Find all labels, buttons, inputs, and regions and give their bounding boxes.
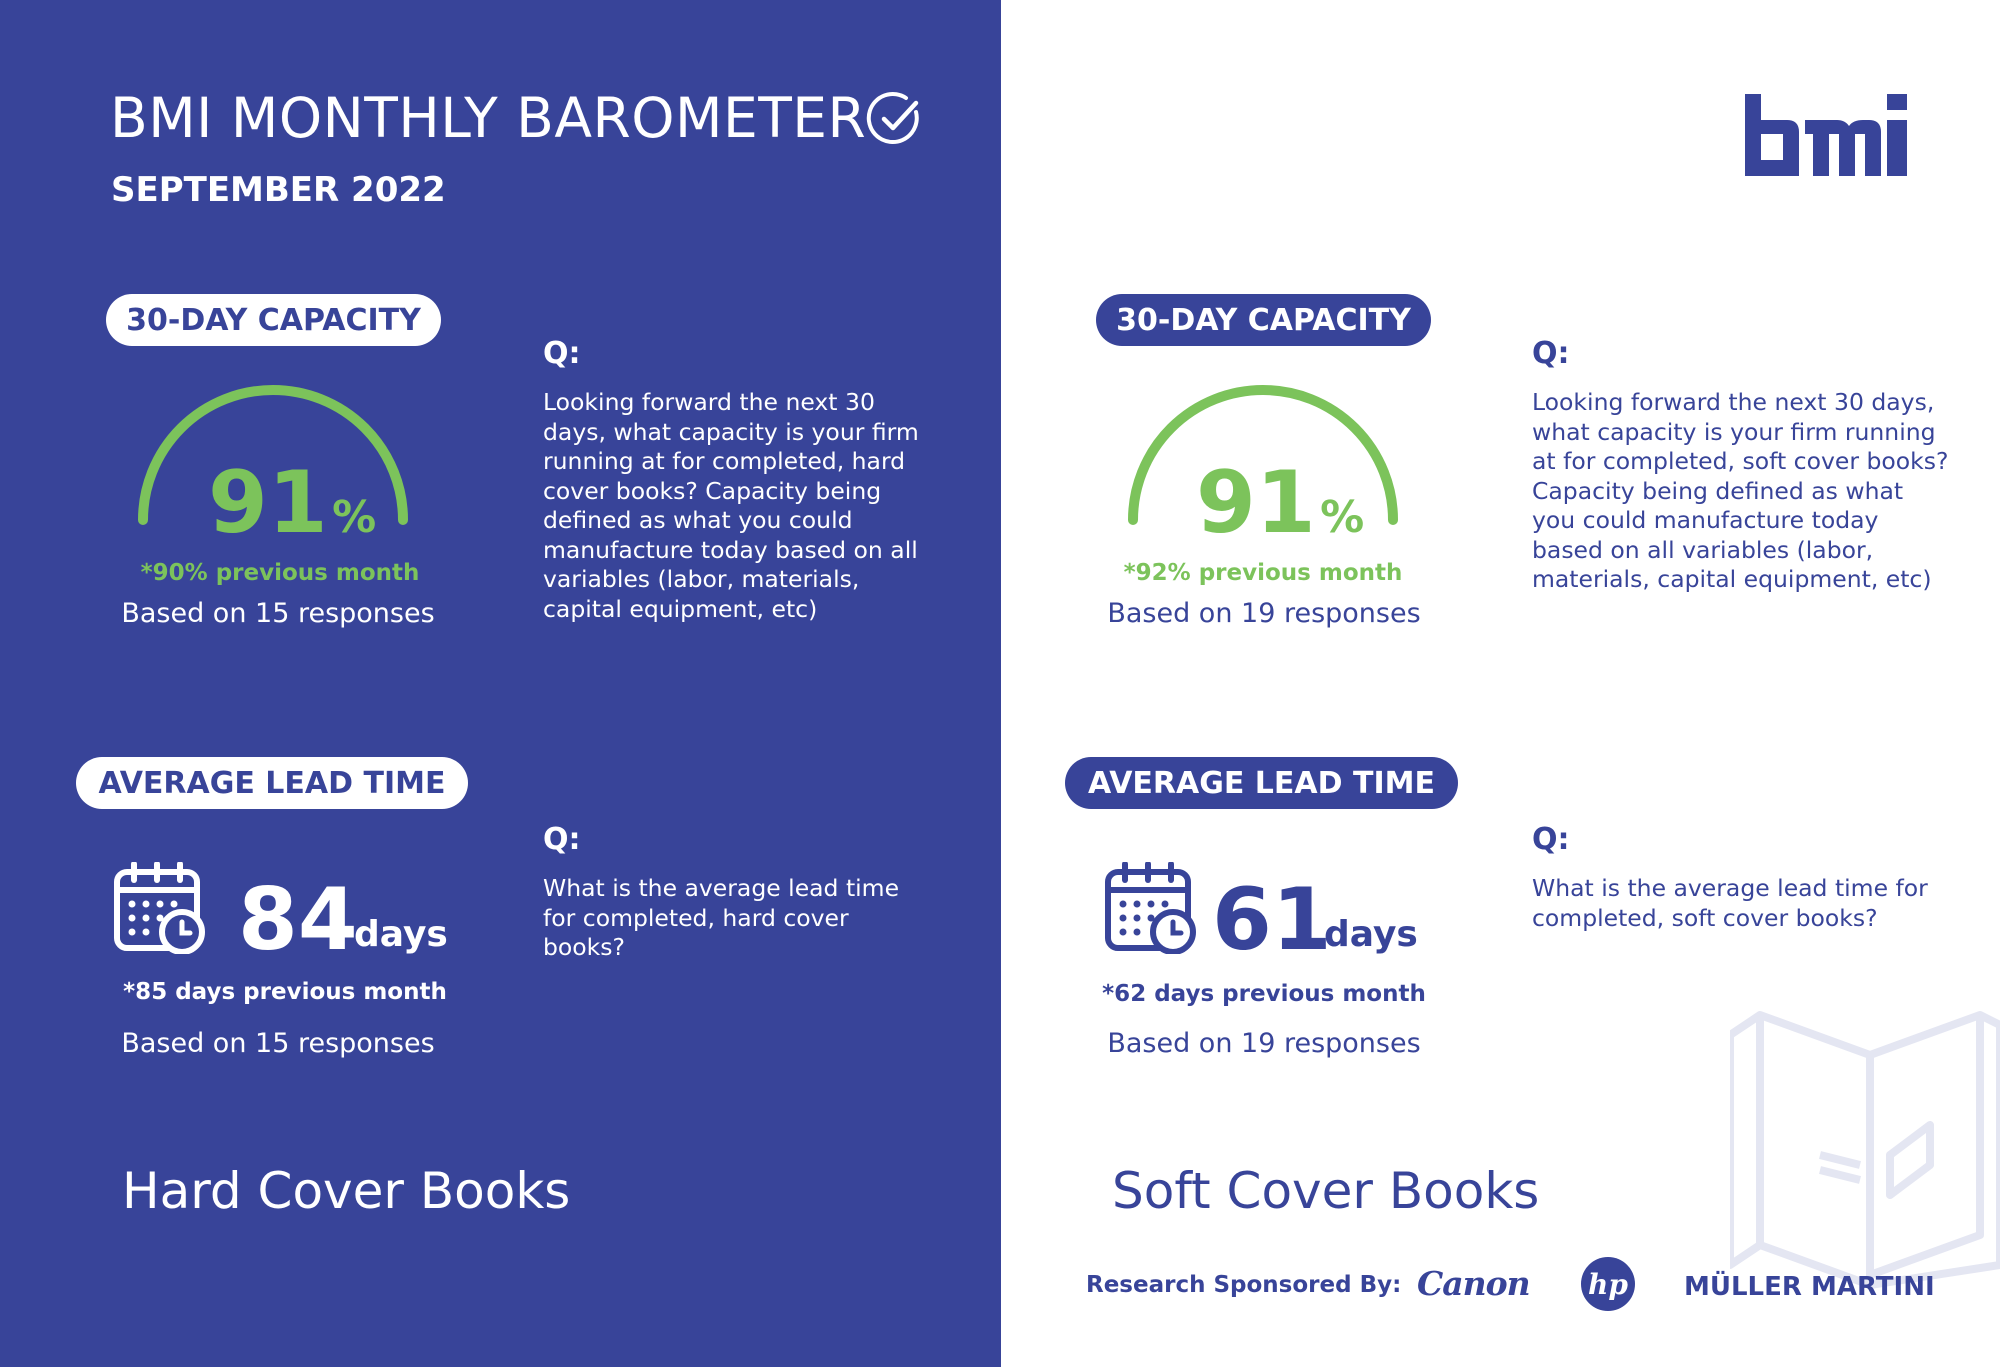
soft-lead-time-unit: days	[1324, 914, 1418, 955]
hard-capacity-q-label: Q:	[543, 336, 581, 371]
hard-lead-time-unit: days	[354, 914, 448, 955]
open-book-icon	[1730, 1005, 2000, 1295]
hard-lead-time-based-on: Based on 15 responses	[121, 1028, 435, 1059]
hard-capacity-unit: %	[332, 492, 377, 543]
soft-capacity-value: 91	[1196, 453, 1316, 553]
soft-lead-time-pill: AVERAGE LEAD TIME	[1065, 757, 1458, 809]
soft-lead-time-question: What is the average lead time for completed, soft cover books?	[1532, 874, 1928, 932]
muller-martini-logo: MÜLLER MARTINI	[1684, 1272, 1935, 1302]
page-title: BMI MONTHLY BAROMETER	[110, 86, 867, 150]
calendar-clock-icon	[1103, 862, 1199, 954]
soft-lead-time-previous: *62 days previous month	[1102, 981, 1426, 1007]
canon-logo: Canon	[1417, 1264, 1530, 1303]
bmi-logo	[1745, 94, 1921, 176]
hp-logo-text: hp	[1588, 1268, 1628, 1301]
soft-capacity-pill: 30-DAY CAPACITY	[1096, 294, 1431, 346]
hp-logo	[1580, 1256, 1636, 1312]
soft-lead-time-value: 61	[1212, 870, 1332, 970]
hard-lead-time-pill: AVERAGE LEAD TIME	[76, 757, 468, 809]
hard-capacity-pill: 30-DAY CAPACITY	[106, 294, 441, 346]
hard-capacity-value: 91	[208, 453, 328, 553]
soft-cover-section-label: Soft Cover Books	[1112, 1162, 1540, 1220]
hard-capacity-question: Looking forward the next 30 days, what capacity is your firm running at for completed, hard cover books? Capacity being defined as what you could manufacture today based on all variables (labor, materials, capital equipment, etc)	[543, 388, 919, 623]
sponsor-label: Research Sponsored By:	[1086, 1272, 1402, 1298]
hard-capacity-based-on: Based on 15 responses	[121, 598, 435, 629]
soft-capacity-value-group	[1196, 453, 1364, 553]
soft-capacity-previous: *92% previous month	[1123, 560, 1403, 586]
hard-lead-time-q-label: Q:	[543, 822, 581, 857]
hard-cover-section-label: Hard Cover Books	[122, 1162, 571, 1220]
soft-capacity-question: Looking forward the next 30 days, what capacity is your firm running at for completed, soft cover books? Capacity being defined as what you could manufacture today based on all variables (labor, materials, capital equipment, etc)	[1532, 388, 1949, 593]
hard-capacity-value-group	[208, 453, 376, 553]
hard-lead-time-question: What is the average lead time for completed, hard cover books?	[543, 874, 900, 961]
soft-capacity-unit: %	[1320, 492, 1365, 543]
hard-lead-time-previous: *85 days previous month	[123, 979, 447, 1005]
page-subtitle: SEPTEMBER 2022	[111, 170, 446, 210]
soft-lead-time-based-on: Based on 19 responses	[1107, 1028, 1421, 1059]
calendar-clock-icon	[112, 862, 208, 954]
hard-capacity-previous: *90% previous month	[140, 560, 420, 586]
soft-capacity-based-on: Based on 19 responses	[1107, 598, 1421, 629]
check-circle-icon	[866, 90, 924, 148]
hard-lead-time-value: 84	[238, 870, 358, 970]
soft-capacity-q-label: Q:	[1532, 336, 1570, 371]
soft-lead-time-q-label: Q:	[1532, 822, 1570, 857]
